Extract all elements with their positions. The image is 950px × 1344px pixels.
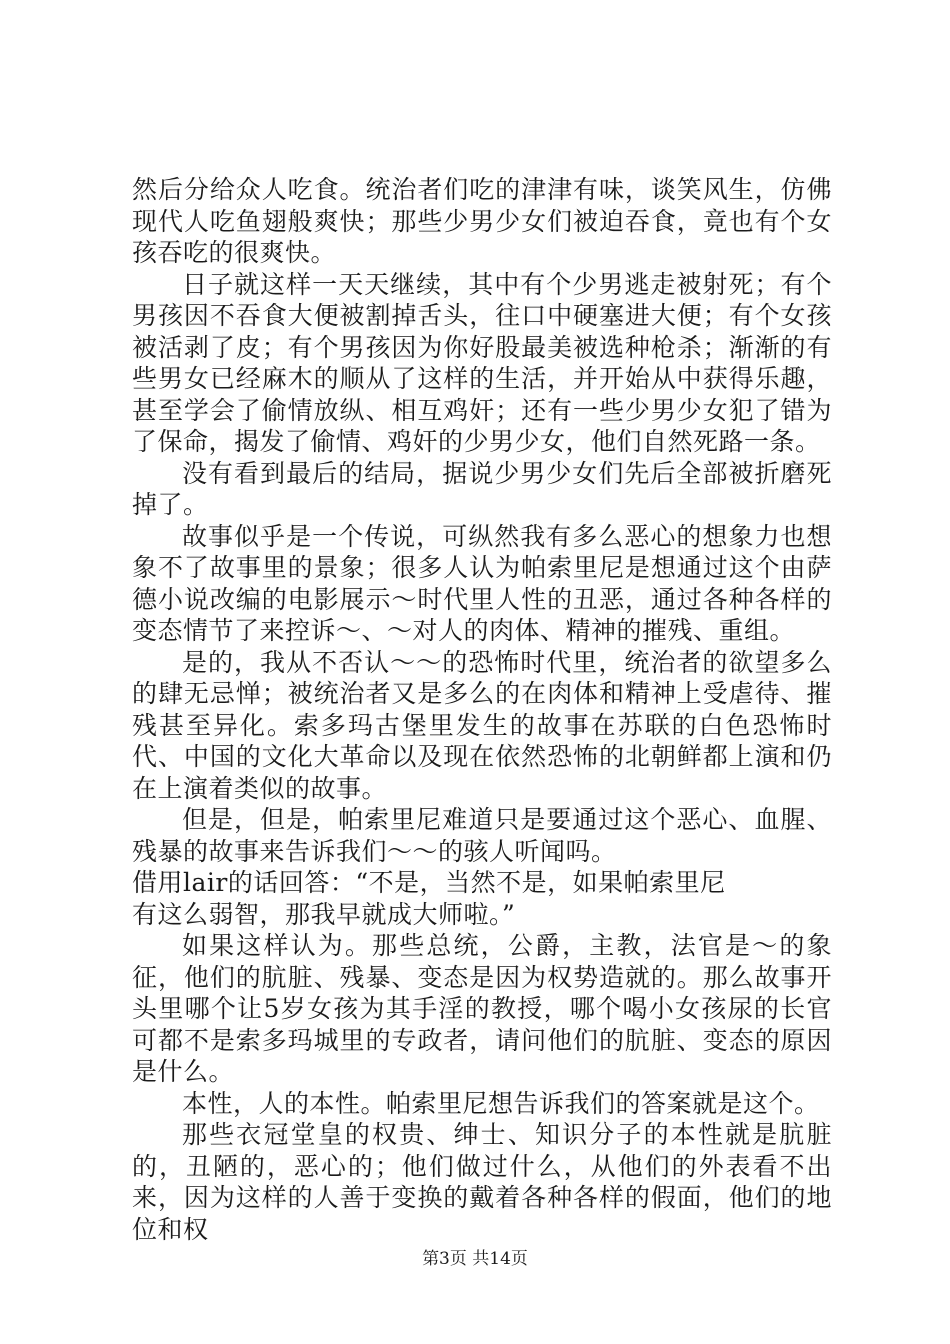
- page-number-footer: 第3页 共14页: [422, 1249, 528, 1269]
- paragraph-3: 没有看到最后的结局，据说少男少女们先后全部被折磨死掉了。: [132, 458, 832, 519]
- paragraph-6: 但是，但是，帕索里尼难道只是要通过这个恶心、血腥、残暴的故事来告诉我们～～的骇人听闻吗。: [132, 805, 832, 866]
- paragraph-2: 日子就这样一天天继续，其中有个少男逃走被射死；有个男孩因不吞食大便被割掉舌头，往口中硬塞进大便；有个女孩被活剥了皮；有个男孩因为你好股最美被选种枪杀；渐渐的有些男女已经麻木的顺从了这样的生活，并开始从中获得乐趣，甚至学会了偷情放纵、相互鸡奸；还有一些少男少女犯了错为了保命，揭发了偷情、鸡奸的少男少女，他们自然死路一条。: [132, 269, 832, 456]
- quote-line-2: 有这么弱智，那我早就成大师啦。”: [132, 899, 516, 929]
- quote-line-1: 借用lair的话回答：“不是，当然不是，如果帕索里尼: [132, 868, 726, 897]
- paragraph-4: 故事似乎是一个传说，可纵然我有多么恶心的想象力也想象不了故事里的景象；很多人认为帕索里尼是想通过这个由萨德小说改编的电影展示～时代里人性的丑恶，通过各种各样的变态情节了来控诉～、～对人的肉体、精神的摧残、重组。: [132, 521, 832, 645]
- paragraph-1: 然后分给众人吃食。统治者们吃的津津有味，谈笑风生，仿佛现代人吃鱼翅般爽快；那些少男少女们被迫吞食，竟也有个女孩吞吃的很爽快。: [132, 175, 832, 267]
- paragraph-8: 本性，人的本性。帕索里尼想告诉我们的答案就是这个。: [182, 1088, 820, 1118]
- paragraph-5: 是的，我从不否认～～的恐怖时代里，统治者的欲望多么的肆无忌惮；被统治者又是多么的在肉体和精神上受虐待、摧残甚至异化。索多玛古堡里发生的故事在苏联的白色恐怖时代、中国的文化大革命以及现在依然恐怖的北朝鲜都上演和仍在上演着类似的故事。: [132, 647, 832, 803]
- paragraph-9: 那些衣冠堂皇的权贵、绅士、知识分子的本性就是肮脏的，丑陋的，恶心的；他们做过什么，从他们的外表看不出来，因为这样的人善于变换的戴着各种各样的假面，他们的地位和权: [132, 1120, 832, 1244]
- paragraph-7: 如果这样认为。那些总统，公爵，主教，法官是～的象征，他们的肮脏、残暴、变态是因为权势造就的。那么故事开头里哪个让5岁女孩为其手淫的教授，哪个喝小女孩尿的长官可都不是索多玛城里的专政者，请问他们的肮脏、变态的原因是什么。: [132, 931, 832, 1086]
- document-body: [132, 174, 832, 1245]
